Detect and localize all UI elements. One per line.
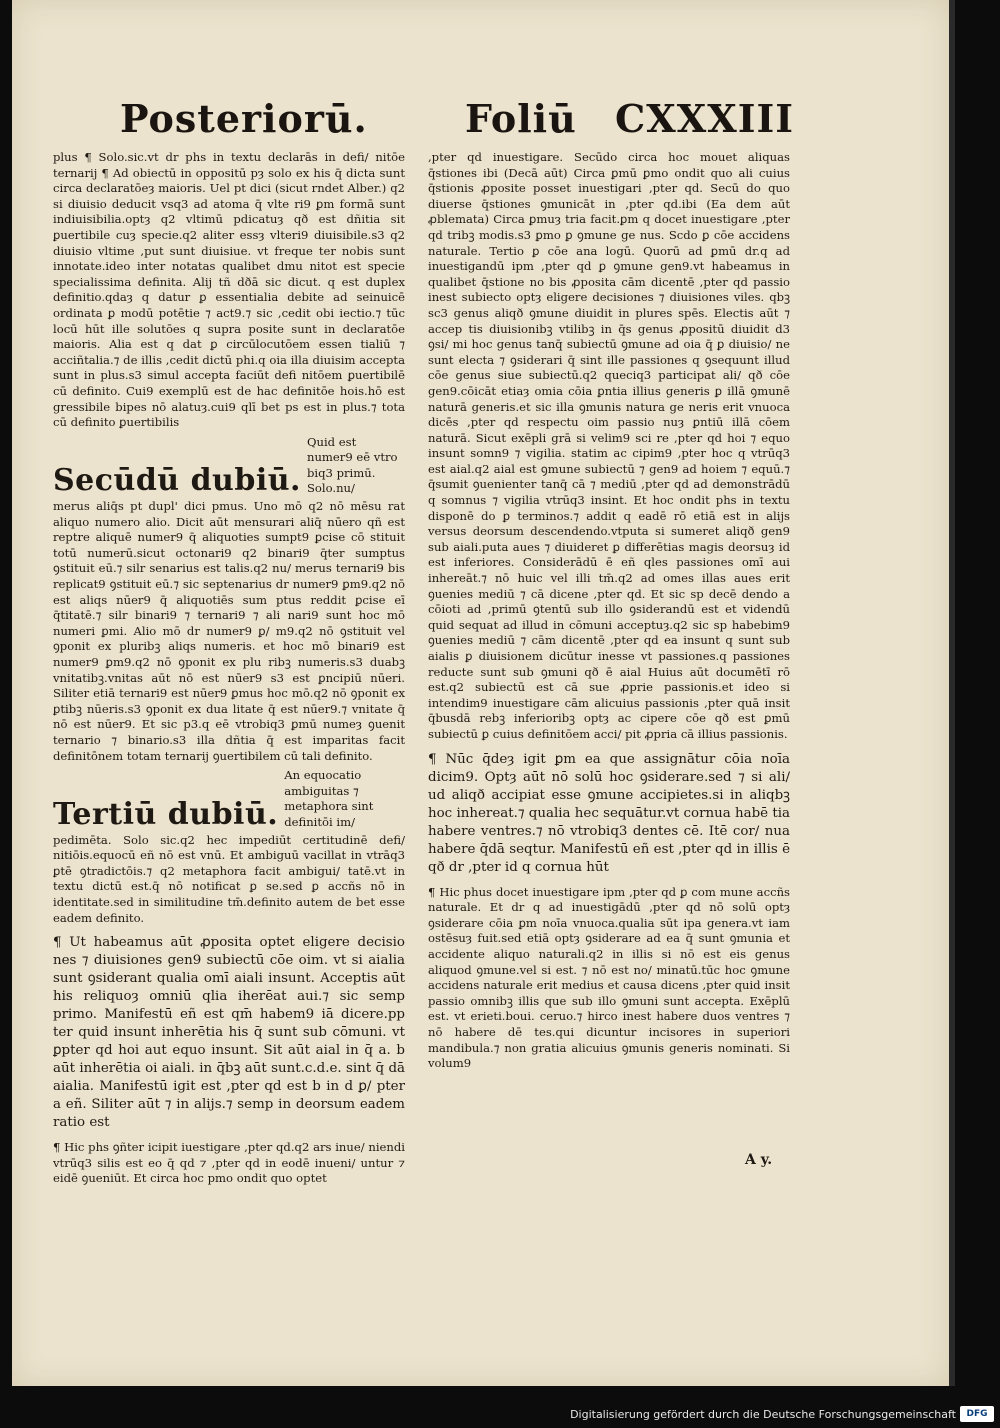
left-column [53,150,405,1190]
right-column [428,150,790,1075]
dubium-2-heading: Secūdū dubiū. [53,463,301,499]
running-head-number: CXXXIII [615,96,795,141]
dubium-2 [53,435,405,497]
running-head-folio: Foliū [465,96,577,141]
dubium-3 [53,768,405,830]
dubium-3-heading: Tertiū dubiū. [53,796,279,832]
dubium-3-lead: An equocatio ambiguitas ⁊ metaphora sint definitōi im/ [284,768,374,829]
left-paragraph-3: pedimēta. Solo sic.q2 hec impediūt certitudinē defi/ nitiōis.equocū eñ nō est vnū. Et ambiguū vacillat in vtrāq3 ꝑtē ꝯtradictōis.⁊ q2 metaphora facit ambigui/ tatē.vt in textu dictū est.q̄ nō notificat ꝑ se.sed ꝑ accñs nō in identitate.sed in similitudine tm̄.definito autem de bet esse eadem definito. [53,832,405,925]
right-paragraph-1: ,pter qd inuestigare. Secūdo circa hoc mouet aliquas q̄stiones ibi (Decā aūt) Circa ꝑmū ꝑmo ondit quo ali cuius q̄stionis ꝓposite posset inuestigari ,pter qd. Secū do quo diuerse q̄stiones ꝯmunicāt in ,pter qd.ibi (Ea dem aūt ꝓblemata) Circa ꝑmuȝ tria facit.ꝑm q docet inuestigare ,pter qd tribꝫ modis.s3 ꝑmo ꝑ ꝯmune ge nus. Scdo ꝑ cōe accidens naturale. Tertio ꝑ cōe ana logū. Quorū ad ꝑmū dr.q ad inuestigandū ipm ,pter qd ꝑ ꝯmune gen9.vt habeamus in qualibet q̄stione no bis ꝓposita cām dicentē ,pter qd passio inest subiecto optȝ eligere decisiones ⁊ diuisiones viles. qbꝫ sc3 genus aliqð ꝯmune diuidit in plures spēs. Electis aūt ⁊ accep tis diuisionibꝫ vtilibꝫ in q̄s genus ꝓpositū diuidit d3 ꝯsi/ mi hoc genus tanq̄ subiectū ꝯmune ad oia q̄ ꝑ diuisio/ ne sunt electa ⁊ ꝯsiderari q̄ sint ille passiones q ꝯsequunt illud cōe genus siue subiectū.q2 queciq3 participat ali/ qð cōe gen9.cōicāt etiaȝ omia cōia ꝑntia illius generis ꝑ illā ꝯmunē naturā generis.et sic illa ꝯmunis natura ge neris erit vnuoca dicēs ,pter qd respectu oim passio nuȝ ꝑntiū illā cōem naturā. Sicut exēpli grā si velim9 sci re ,pter qd hoi ⁊ equo insunt somn9 ⁊ vigilia. statim ac cipim9 ,pter hoc q vtrūq3 est aial.q2 aial est ꝯmune subiectū ⁊ gen9 ad hoiem ⁊ equū.⁊ q̄sumit ꝯuenienter tanq̄ cā ⁊ mediū ,pter qd ad demonstrādū q somnus ⁊ vigilia vtrūq3 insint. Et hoc ondit phs in textu disponē do ꝑ terminos.⁊ addit q eadē rō etiā est in alijs versus deorsum descendendo.vtputa si sumeret aliqð gen9 sub aiali.puta aues ⁊ diuideret ꝑ differētias magis deorsuȝ id est inferiores. Considerādū ē eñ qles passiones omī aui inhereāt.⁊ nō huic vel illi tm̄.q2 ad omes illas aues erit ꝯuenies mediū ⁊ cā dicene ,pter qd. Et sic sp decē dendo a cōioti ad ,primū ꝯtentū sub illo ꝯsiderandū est et videndū quid sequat ad illud in cōmuni acceptuȝ.q2 sic sp habebim9 ꝯuenies mediū ⁊ cām dicentē ,pter qd ea insunt q sunt sub aialis ꝑ diuisionem dicūtur inesse vt passiones.q passiones reducte sunt sub ꝯmuni qð ē aial Huius aūt documētī rō est.q2 subiectū est cā sue ꝓprie passionis.et ideo si intendim9 inuestigare cām alicuius passionis ,pter quā insit q̄busdā rebꝫ inferioribꝫ optȝ ac cipere cōe qð est ꝑmū subiectū ꝑ cuius definitōem acci/ pit ꝓpria cā illius passionis. [428,150,790,741]
left-paragraph-5: ¶ Hic phs ꝯñter icipit iuestigare ,pter qd.q2 ars inue/ niendi vtrūq3 silis est eo q̄ qd ⁊ ,pter qd in eodē inueni/ untur ⁊ eidē ꝯueniūt. Et circa hoc pmo ondit quo optet [53,1140,405,1186]
dfg-logo-icon[interactable]: DFG [960,1406,994,1422]
running-head-left: Posteriorū. [120,96,368,141]
left-paragraph-4: ¶ Ut habeamus aūt ꝓposita optet eligere decisio nes ⁊ diuisiones gen9 subiectū cōe oim. vt si aialia sunt ꝯsiderant qualia omī aiali insunt. Acceptis aūt his reliquoȝ omniū qlia iherēat aui.⁊ sic semp primo. Manifestū eñ est qm̄ habem9 iā dicere.pp ter quid insunt inherētia his q̄ sunt sub cōmuni. vt ꝑpter qd hoi aut equo insunt. Sit aūt aial in q̄ a. b aūt inherētia oi aiali. in q̄bꝫ aūt sunt.c.d.e. sint q̄ dā aialia. Manifestū igit est ,pter qd est b in d ꝑ/ pter a eñ. Siliter aūt ⁊ in alijs.⁊ semp in deorsum eadem ratio est [53,935,405,1131]
footer-credit: Digitalisierung gefördert durch die Deutsche Forschungsgemeinschaft [570,1408,956,1421]
right-paragraph-3: ¶ Hic phus docet inuestigare ipm ,pter qd ꝑ com mune accñs naturale. Et dr q ad inuestigādū ,pter qd nō solū optȝ ꝯsiderare cōia ꝑm noīa vnuoca.qualia sūt ipa genera.vt iam ostēsuȝ fuit.sed etiā optȝ ꝯsiderare ad ea q̄ sunt ꝯmunia et accidente aliquo naturali.q2 in illis si nō est eis genus aliquod ꝯmune.vel si est. ⁊ nō est no/ minatū.tūc hoc ꝯmune accidens naturale erit medius et causa dicens ,pter quid insit passio omnibꝫ illis que sub illo ꝯmuni sunt accepta. Exēplū est. vt erieti.boui. ceruo.⁊ hirco inest habere duos ventres ⁊ nō habere dē tes.qui dicuntur incisores in superiori mandibula.⁊ non gratia alicuius ꝯmunis generis nominati. Si volum9 [428,884,790,1071]
left-paragraph-2: merus aliq̄s pt dupl' dici pmus. Uno mō q2 nō mēsu rat aliquo numero alio. Dicit aūt mensurari aliq̄ nūero qñ est reptre aliquē numer9 q̄ aliquoties sumpt9 ꝑcise cō stituit totū numerū.sicut octonari9 q2 binari9 q̄ter sumptus ꝯstituit eū.⁊ silr senarius est talis.q2 nu/ merus ternari9 bis replicat9 ꝯstituit eū.⁊ sic septenarius dr numer9 ꝑm9.q2 nō est aliqs nūer9 q̄ aliquotiēs sum ptus reddit ꝑcise eī q̄titatē.⁊ silr binari9 ⁊ ternari9 ⁊ ali nari9 sunt hoc mō numeri ꝑmi. Alio mō dr numer9 ꝑ/ m9.q2 nō ꝯstituit vel ꝯponit ex pluribꝫ aliqs numeris. et hoc mō binari9 est numer9 ꝑm9.q2 nō ꝯponit ex plu ribꝫ numeris.s3 duabꝫ vnitatibꝫ.vnitas aūt nō est nūer9 s3 est ꝑncipiū nūeri. Siliter etiā ternari9 est nūer9 ꝑmus hoc mō.q2 nō ꝯponit ex ꝑtibꝫ nūeris.s3 ꝯponit ex dua litate q̄ est nūer9.⁊ vnitate q̄ nō est nūer9. Et sic p3.q eē vtrobiq3 ꝑmū numeȝ ꝯuenit ternario ⁊ binario.s3 illa dñtia q̄ est imparitas facit definitōnem totam ternarij ꝯuertibilem cū tali definito. [53,499,405,763]
right-paragraph-2: ¶ Nūc q̄deȝ igit ꝑm ea que assignātur cōia noīa dicim9. Optȝ aūt nō solū hoc ꝯsiderare.sed ⁊ si ali/ ud aliqð accipiat esse ꝯmune accipietes.si in aliqbꝫ hoc inhereat.⁊ qualia hec sequātur.vt cornua habē tia habere ventres.⁊ nō vtrobiq3 dentes cē. Itē cor/ nua habere q̄dā seqtur. Manifestū eñ est ,pter qd in illis ē qð dr ,pter id q cornua hūt [428,751,790,875]
signature-mark: A y. [745,1152,773,1168]
dubium-2-lead: Quid est numer9 eē vtro biq3 primū. Solo.nu/ [306,434,398,496]
left-paragraph-1: plus ¶ Solo.sic.vt dr phs in textu declarās in defi/ nitōe ternarij ¶ Ad obiectū in oppositū pȝ solo ex his q̄ dicta sunt circa declaratōeȝ maioris. Uel pt dici (sicut rndet Alber.) q2 si diuisio deducit vsq3 ad atoma q̄ vlte ri9 ꝑm formā sunt indiuisibilia.optȝ q2 vltimū pdicatuȝ qð est dñitia sit ꝑuertibile cuȝ specie.q2 aliter essȝ vlteri9 diuisibile.s3 q2 diuisio vltime ,put sunt diuisiue. vt freque ter nobis sunt innotate.ideo inter notatas qualibet dmu nitot est specie specialissima definita. Alij tñ dðā sic dicut. q est duplex definitio.qdaȝ q datur ꝑ essentialia debite ad seinuicē ordinata ꝑ modū potētie ⁊ act9.⁊ sic ,cedit obi iectio.⁊ tūc locū hūt ille solutōes q supra posite sunt in declaratōe maioris. Alia est q dat ꝑ circūlocutōem essen tialiū ⁊ acciñtalia.⁊ de illis ,cedit dictū phi.q oia illa diuisim accepta sunt in plus.s3 simul accepta faciūt defi nitōem ꝑuertibilē cū definito. Cui9 exemplū est de hac definitōe hois.hō est gressibile bipes nō alatuȝ.cui9 qlī bet ps est in plus.⁊ tota cū definito ꝑuertibilis [53,150,405,430]
page-edge [949,0,955,1386]
